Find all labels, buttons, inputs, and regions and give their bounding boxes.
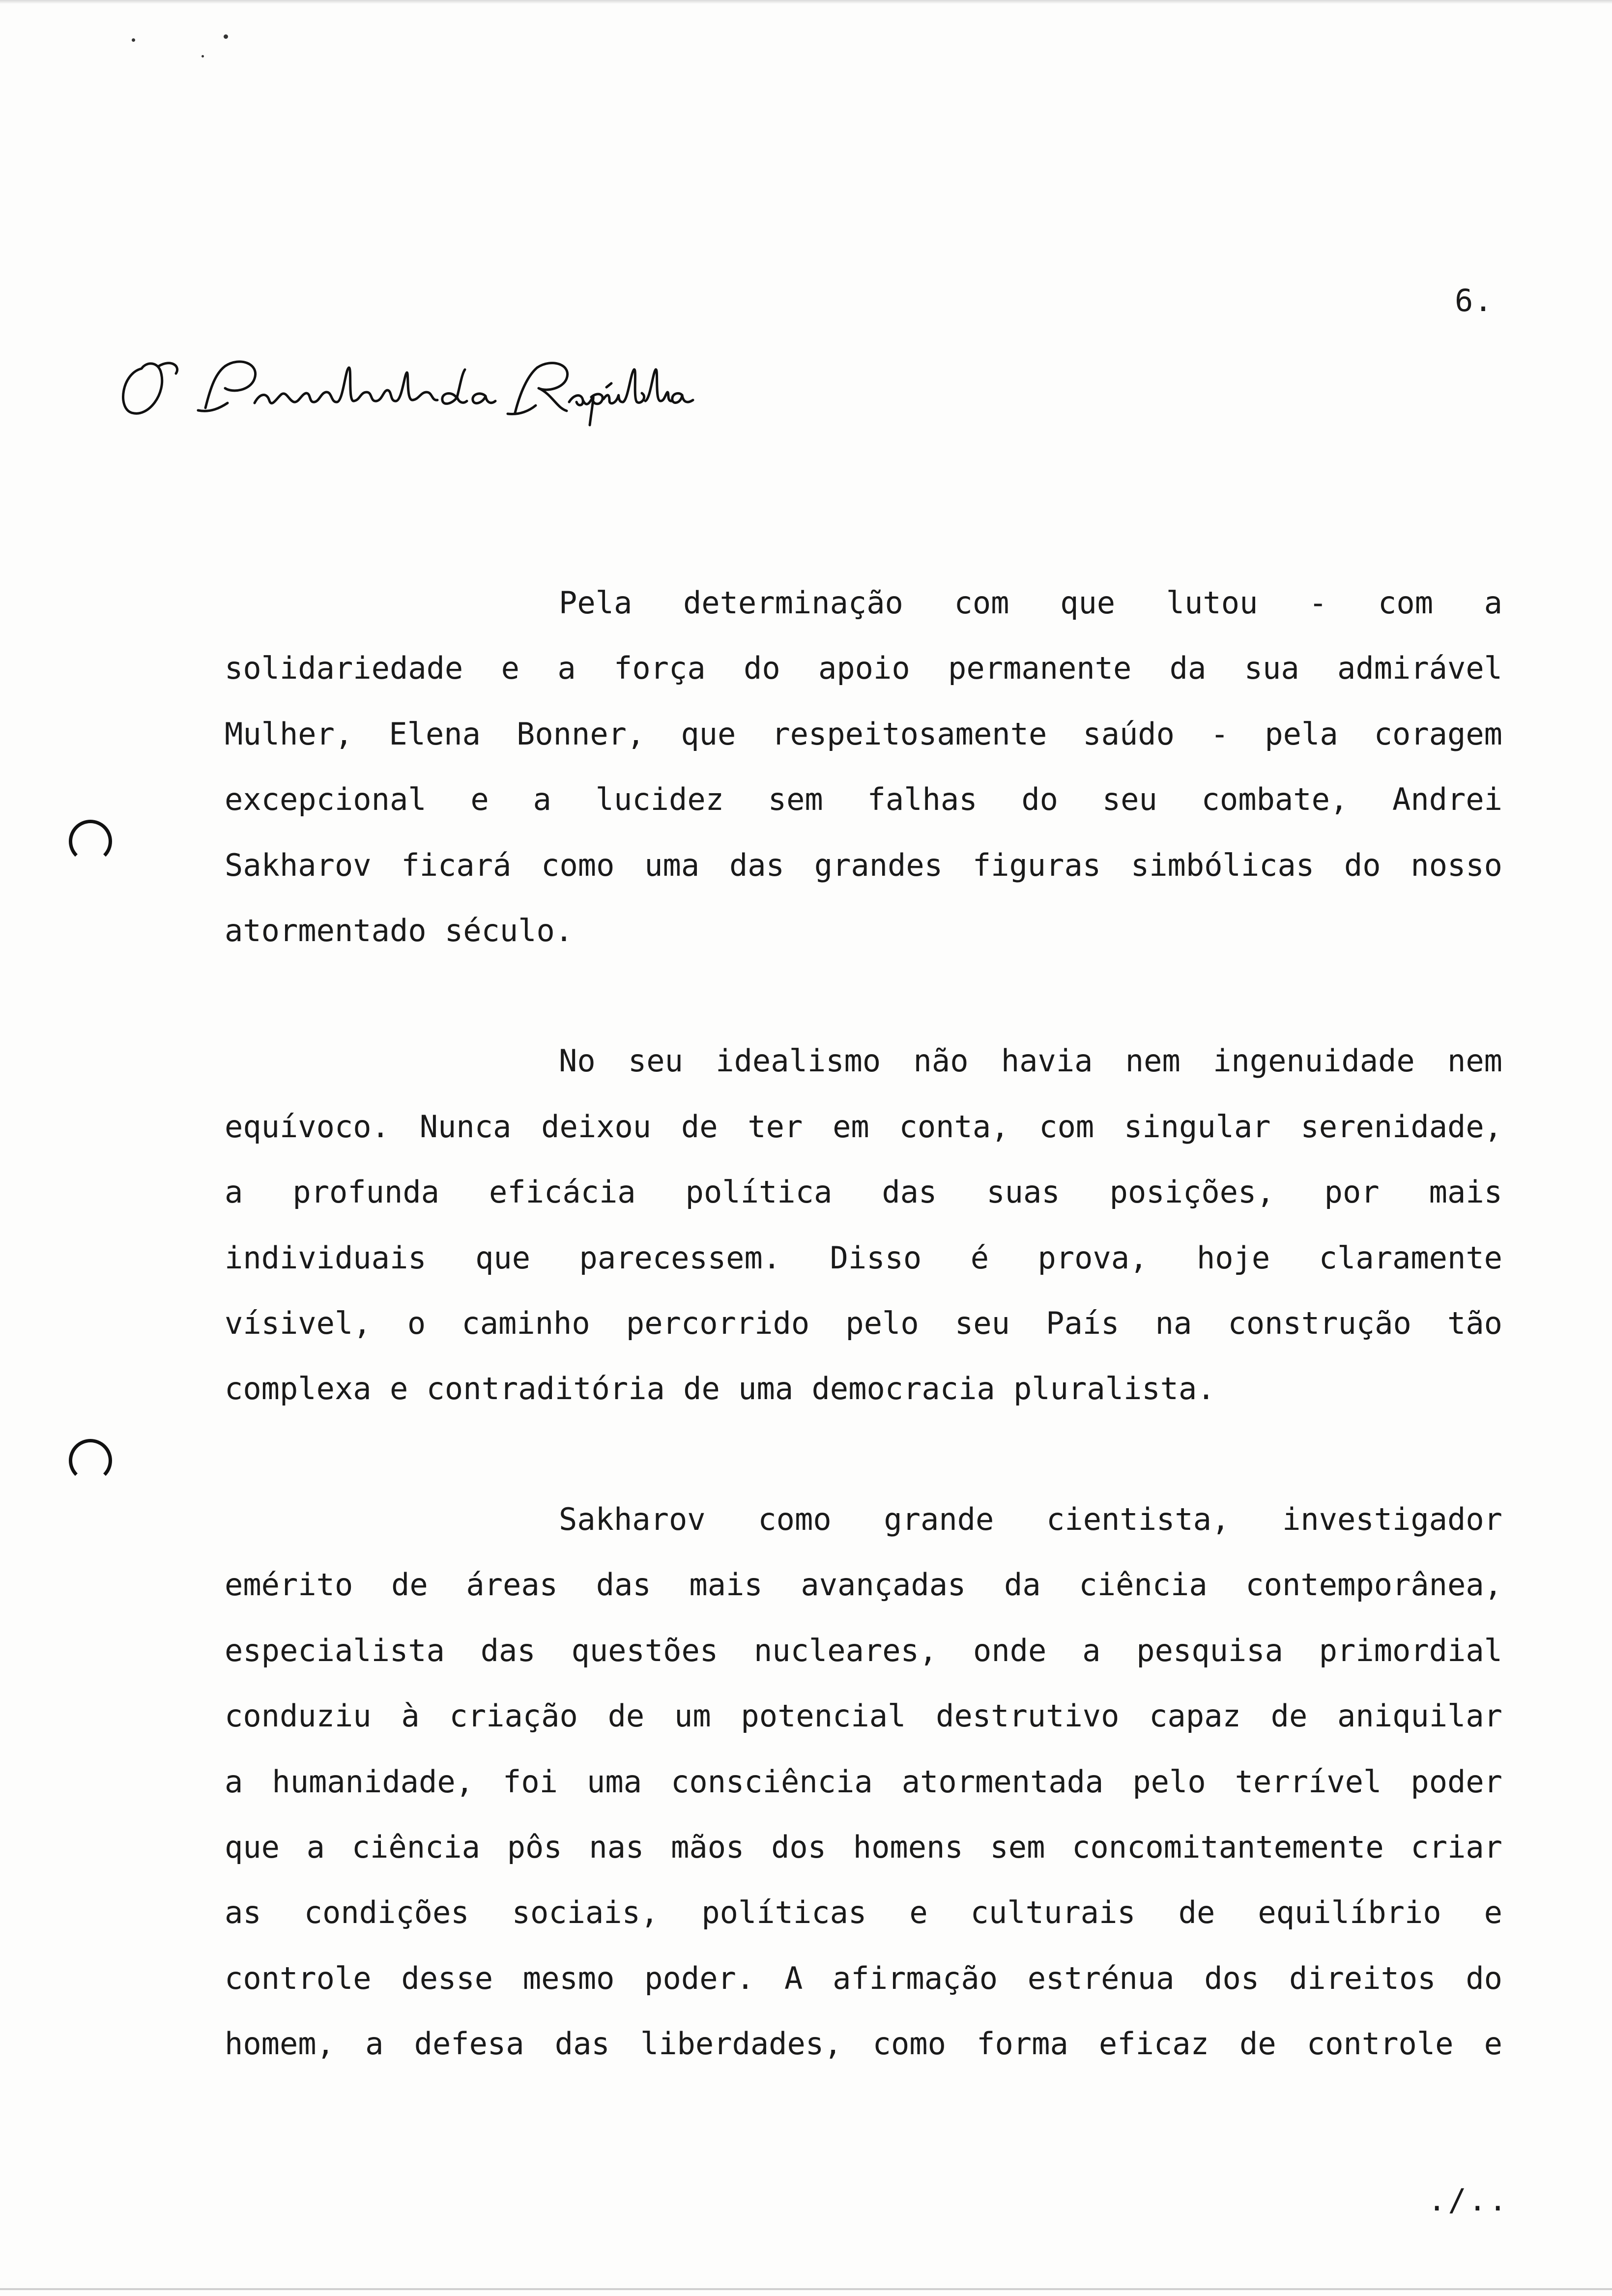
text-line: controle desse mesmo poder. A afirmação estrénua dos direitos do	[225, 1960, 1502, 1996]
scan-edge-top	[0, 0, 1612, 4]
text-line: as condições sociais, políticas e culturais de equilíbrio e	[225, 1894, 1502, 1931]
text-line: homem, a defesa das liberdades, como forma eficaz de controle e	[225, 2026, 1502, 2062]
text-line: solidariedade e a força do apoio permanente da sua admirável	[225, 650, 1502, 687]
punch-hole	[69, 1439, 112, 1482]
page-number: 6.	[1455, 283, 1494, 318]
paragraph-2	[225, 1028, 1502, 1421]
text-line: vísivel, o caminho percorrido pelo seu País na construção tão	[225, 1305, 1502, 1342]
text-line: especialista das questões nucleares, onde a pesquisa primordial	[225, 1632, 1502, 1668]
punch-hole	[69, 820, 112, 863]
text-line: equívoco. Nunca deixou de ter em conta, com singular serenidade,	[225, 1108, 1502, 1145]
text-line: excepcional e a lucidez sem falhas do seu combate, Andrei	[225, 781, 1502, 818]
text-line: Pela determinação com que lutou - com a	[559, 585, 1502, 621]
scan-speck	[224, 34, 228, 39]
letterhead-script-graphic	[112, 339, 702, 437]
text-line: conduziu à criação de um potencial destrutivo capaz de aniquilar	[225, 1698, 1502, 1734]
text-line: atormentado século.	[225, 913, 574, 949]
paragraph-1	[225, 570, 1502, 963]
scan-edge-bottom	[0, 2288, 1612, 2290]
text-line: a profunda eficácia política das suas posições, por mais	[225, 1174, 1502, 1210]
scan-speck	[202, 55, 204, 57]
letterhead-script-logo	[112, 339, 702, 437]
text-line: individuais que parecessem. Disso é prova, hoje claramente	[225, 1239, 1502, 1276]
continuation-mark: ./..	[1428, 2182, 1509, 2218]
text-line: a humanidade, foi uma consciência atormentada pelo terrível poder	[225, 1763, 1502, 1800]
scan-speck	[132, 38, 135, 42]
text-line: emérito de áreas das mais avançadas da ciência contemporânea,	[225, 1567, 1502, 1603]
text-line: Mulher, Elena Bonner, que respeitosamente saúdo - pela coragem	[225, 716, 1502, 752]
letter-body	[225, 570, 1502, 2142]
text-line: Sakharov ficará como uma das grandes figuras simbólicas do nosso	[225, 847, 1502, 883]
text-line: que a ciência pôs nas mãos dos homens sem concomitantemente criar	[225, 1829, 1502, 1865]
text-line: Sakharov como grande cientista, investigador	[559, 1501, 1502, 1537]
paragraph-3	[225, 1487, 1502, 2077]
text-line: No seu idealismo não havia nem ingenuidade nem	[559, 1043, 1502, 1079]
text-line: complexa e contraditória de uma democracia pluralista.	[225, 1371, 1215, 1407]
